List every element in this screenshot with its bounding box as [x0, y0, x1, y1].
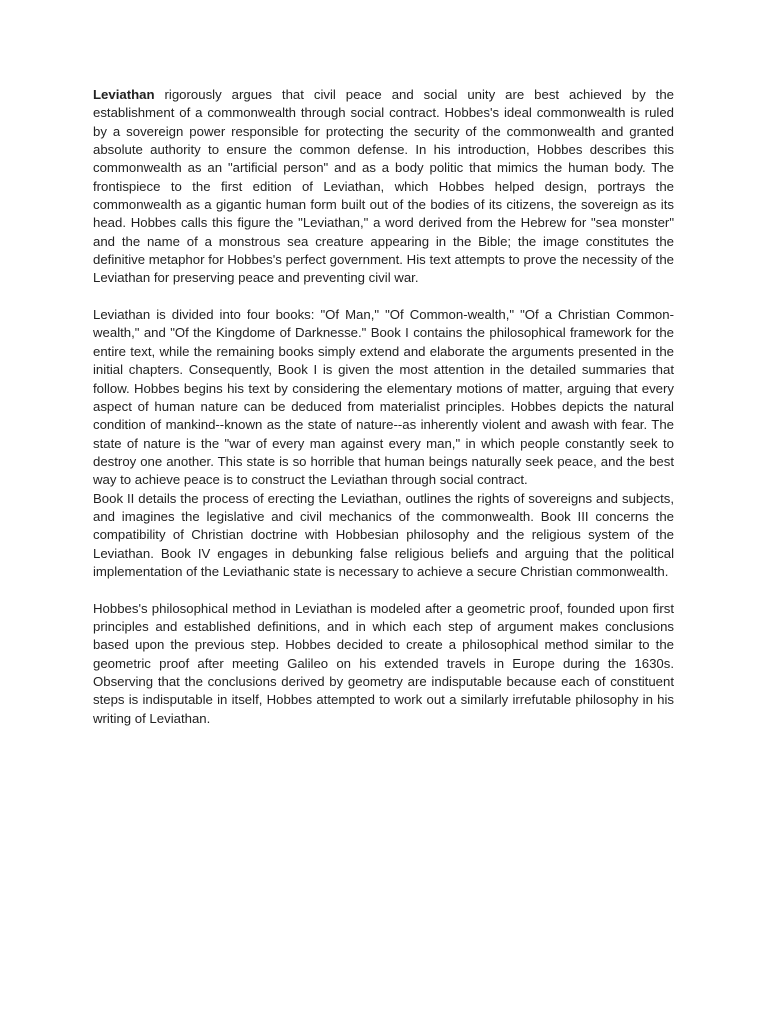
paragraph-3: Book II details the process of erecting the Leviathan, outlines the rights of sovereigns and subjects, and imagines the legislative and civil mechanics of the commonwealth. Book III concerns the compatibility of Christian doctrine with Hobbesian philosophy and the religious system of the Leviathan. Book IV engages in debunking false religious beliefs and arguing that the political implementation of the Leviathanic state is necessary to achieve a secure Christian commonwealth. [93, 490, 674, 579]
document-page [93, 86, 674, 728]
paragraph-spacer [93, 288, 674, 306]
paragraph-1-text: rigorously argues that civil peace and social unity are best achieved by the establishment of a commonwealth through social contract. Hobbes's ideal commonwealth is ruled by a sovereign power responsible for protecting the security of the commonwealth and granted absolute authority to ensure the common defense. In his introduction, Hobbes describes this commonwealth as an "artificial person" and as a body politic that mimics the human body. The frontispiece to the first edition of Leviathan, which Hobbes helped design, portrays the commonwealth as a gigantic human form built out of the bodies of its citizens, the sovereign as its head. Hobbes calls this figure the "Leviathan," a word derived from the Hebrew for "sea monster" and the name of a monstrous sea creature appearing in the Bible; the image constitutes the definitive metaphor for Hobbes's perfect government. His text attempts to prove the necessity of the Leviathan for preserving peace and preventing civil war. [93, 87, 674, 286]
paragraph-spacer [93, 581, 674, 599]
title-word: Leviathan [93, 87, 155, 102]
paragraph-4: Hobbes's philosophical method in Leviathan is modeled after a geometric proof, founded upon first principles and established definitions, and in which each step of argument makes conclusions based upon the previous step. Hobbes decided to create a philosophical method similar to the geometric proof after meeting Galileo on his extended travels in Europe during the 1630s. Observing that the conclusions derived by geometry are indisputable because each of constituent steps is indisputable in itself, Hobbes attempted to work out a similarly irrefutable philosophy in his writing of Leviathan. [93, 600, 674, 726]
paragraph-2: Leviathan is divided into four books: "Of Man," "Of Common-wealth," "Of a Christian Common-wealth," and "Of the Kingdome of Darknesse." Book I contains the philosophical framework for the entire text, while the remaining books simply extend and elaborate the arguments presented in the initial chapters. Consequently, Book I is given the most attention in the detailed summaries that follow. Hobbes begins his text by considering the elementary motions of matter, arguing that every aspect of human nature can be deduced from materialist principles. Hobbes depicts the natural condition of mankind--known as the state of nature--as inherently violent and awash with fear. The state of nature is the "war of every man against every man," in which people constantly seek to destroy one another. This state is so horrible that human beings naturally seek peace, and the best way to achieve peace is to construct the Leviathan through social contract. [93, 307, 674, 488]
paragraph-1 [93, 86, 674, 288]
